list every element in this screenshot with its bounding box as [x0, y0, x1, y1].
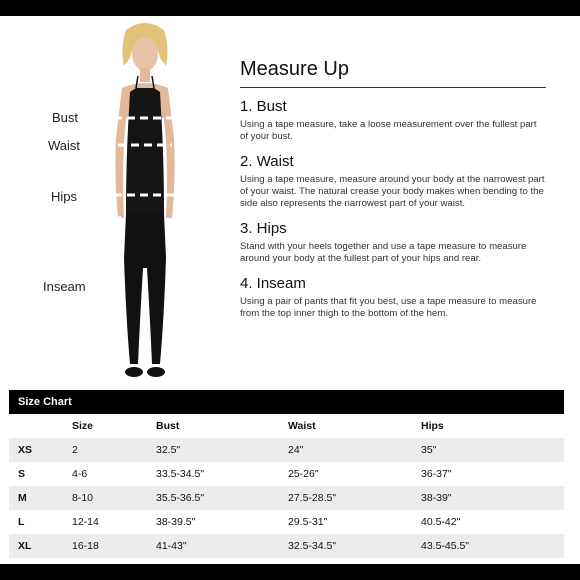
table-cell: 36-37": [421, 468, 452, 480]
table-cell: 29.5-31": [288, 516, 328, 528]
table-cell: 2: [72, 438, 156, 462]
header-cell: [9, 414, 72, 438]
header-bust: Bust: [156, 420, 180, 432]
header-size: Size: [72, 420, 94, 432]
inseam-label: Inseam: [43, 279, 86, 294]
table-row: [9, 486, 564, 510]
step-waist: [240, 153, 546, 210]
step-inseam: [240, 275, 546, 320]
table-cell: 32.5-34.5": [288, 534, 421, 558]
size-chart: [9, 390, 564, 558]
step-text: Stand with your heels together and use a tape measure to measure around your body at the fullest part of your hips and rear.: [240, 241, 527, 264]
table-row: [9, 462, 564, 486]
size-table: [9, 414, 564, 558]
table-cell: 41-43": [156, 534, 288, 558]
table-row: [9, 510, 564, 534]
table-cell: 35.5-36.5": [156, 486, 288, 510]
hips-label: Hips: [51, 189, 78, 204]
table-cell: 12-14: [72, 516, 99, 528]
table-cell: 4-6: [72, 468, 88, 480]
table-cell: 25-26": [288, 468, 319, 480]
size-label: XL: [9, 534, 72, 558]
table-cell: 33.5-34.5": [156, 468, 205, 480]
step-hips: [240, 220, 546, 265]
size-label: S: [18, 468, 26, 480]
step-text: Using a tape measure, take a loose measurement over the fullest part of your bust.: [240, 119, 537, 142]
size-chart-title: Size Chart: [9, 390, 564, 414]
table-cell: 35": [421, 438, 564, 462]
table-cell: 8-10: [72, 486, 156, 510]
table-cell: 16-18: [72, 534, 156, 558]
step-bust: [240, 98, 546, 143]
model-figure: [90, 18, 200, 390]
table-row: [9, 438, 564, 462]
waist-label: Waist: [48, 138, 81, 153]
table-cell: 24": [288, 438, 421, 462]
step-heading: 1. Bust: [240, 98, 287, 115]
guide-title: Measure Up: [240, 58, 546, 88]
table-cell: 38-39": [421, 486, 564, 510]
model-illustration: [90, 18, 200, 390]
header-hips: Hips: [421, 420, 444, 432]
table-cell: 32.5": [156, 438, 288, 462]
table-header-row: [9, 414, 564, 438]
step-text: Using a tape measure, measure around your body at the narrowest part of your waist. The natural crease your body makes when bending to the side also represents the narrowest part of your waist.: [240, 174, 545, 209]
step-heading: 4. Inseam: [240, 275, 306, 292]
header-waist: Waist: [288, 420, 316, 432]
page: [0, 16, 580, 564]
table-cell: 40.5-42": [421, 516, 461, 528]
table-cell: 43.5-45.5": [421, 534, 564, 558]
size-label: XS: [9, 438, 72, 462]
table-row: [9, 534, 564, 558]
step-text: Using a pair of pants that fit you best, use a tape measure to measure from the top inner thigh to the bottom of the hem.: [240, 296, 537, 319]
bust-label: Bust: [52, 110, 79, 125]
step-heading: 2. Waist: [240, 153, 294, 170]
size-label: L: [18, 516, 25, 528]
table-cell: 27.5-28.5": [288, 486, 421, 510]
size-label: M: [9, 486, 72, 510]
measure-guide: [240, 58, 546, 320]
step-heading: 3. Hips: [240, 220, 287, 237]
table-cell: 38-39.5": [156, 516, 196, 528]
